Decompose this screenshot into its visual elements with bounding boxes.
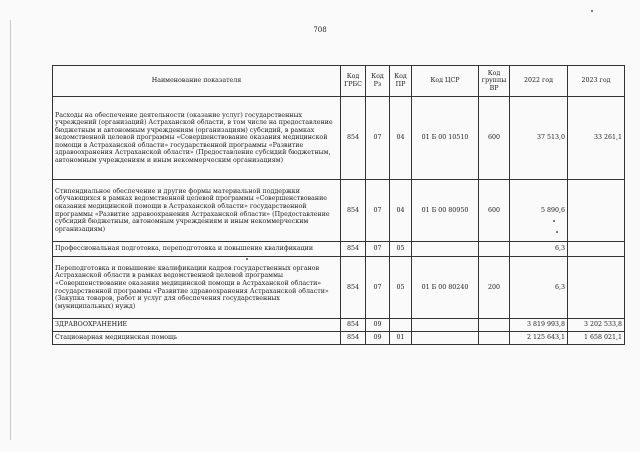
row-name: Переподготовка и повышение квалификации кадров государственных органов Астраханской области в рамках ведомственной целевой программы «Совершенствование оказания медицинской помощи в Астраханской области» государственной программы «Развитие здравоохранения Астраханской области» (Закупка товаров, работ и услуг для обеспечения государственных (муниципальных) нужд) bbox=[53, 257, 341, 319]
row-2023: 33 261,1 bbox=[568, 97, 625, 180]
row-name: ЗДРАВООХРАНЕНИЕ bbox=[53, 319, 341, 332]
header-name: Наименование показателя bbox=[53, 66, 341, 97]
row-vr: 600 bbox=[479, 97, 510, 180]
row-pr: 04 bbox=[390, 180, 412, 242]
row-grbs: 854 bbox=[341, 242, 366, 257]
table-row bbox=[53, 257, 625, 319]
table-header-row bbox=[53, 66, 625, 97]
header-rz: Код Рз bbox=[366, 66, 390, 97]
row-vr: 600 bbox=[479, 180, 510, 242]
header-2023: 2023 год bbox=[568, 66, 625, 97]
row-2022: 2 125 643,1 bbox=[510, 332, 568, 345]
header-vr: Код группы ВР bbox=[479, 66, 510, 97]
row-2022: 6,3 bbox=[510, 242, 568, 257]
budget-table bbox=[52, 65, 625, 345]
table-row bbox=[53, 319, 625, 332]
row-csr: 01 Б 00 80240 bbox=[412, 257, 479, 319]
table-row bbox=[53, 242, 625, 257]
row-pr bbox=[390, 319, 412, 332]
row-pr: 04 bbox=[390, 97, 412, 180]
header-grbs: Код ГРБС bbox=[341, 66, 366, 97]
row-2023 bbox=[568, 180, 625, 242]
row-pr: 05 bbox=[390, 242, 412, 257]
row-vr bbox=[479, 242, 510, 257]
scan-speck bbox=[591, 10, 593, 12]
row-2023: 1 658 021,1 bbox=[568, 332, 625, 345]
row-name: Стипендиальное обеспечение и другие формы материальной поддержки обучающихся в рамках ведомственной целевой программы «Совершенствование оказания медицинской помощи в Астраханской области» государственной программы «Развитие здравоохранения Астраханской области» (Предоставление субсидий бюджетным, автономным учреждениям и иным некоммерческим организациям) bbox=[53, 180, 341, 242]
row-rz: 07 bbox=[366, 242, 390, 257]
row-2023: 3 202 533,8 bbox=[568, 319, 625, 332]
row-2023 bbox=[568, 257, 625, 319]
header-csr: Код ЦСР bbox=[412, 66, 479, 97]
row-csr: 01 Б 00 10510 bbox=[412, 97, 479, 180]
row-rz: 09 bbox=[366, 332, 390, 345]
table-row bbox=[53, 97, 625, 180]
header-2022: 2022 год bbox=[510, 66, 568, 97]
row-2023 bbox=[568, 242, 625, 257]
row-pr: 05 bbox=[390, 257, 412, 319]
row-vr bbox=[479, 319, 510, 332]
row-2022: 3 819 993,8 bbox=[510, 319, 568, 332]
row-grbs: 854 bbox=[341, 97, 366, 180]
row-vr bbox=[479, 332, 510, 345]
row-rz: 07 bbox=[366, 97, 390, 180]
page-number: 708 bbox=[313, 26, 327, 34]
row-2022: 37 513,0 bbox=[510, 97, 568, 180]
row-vr: 200 bbox=[479, 257, 510, 319]
row-grbs: 854 bbox=[341, 332, 366, 345]
row-rz: 07 bbox=[366, 257, 390, 319]
row-csr bbox=[412, 319, 479, 332]
row-csr: 01 Б 00 80950 bbox=[412, 180, 479, 242]
row-rz: 09 bbox=[366, 319, 390, 332]
row-name: Профессиональная подготовка, переподготовка и повышение квалификации bbox=[53, 242, 341, 257]
row-name: Расходы на обеспечение деятельности (оказание услуг) государственных учреждений (организаций) Астраханской области, в том числе на предоставление бюджетным и автономным учреждениям (организациям) субсидий, в рамках ведомственной целевой программы «Совершенствование оказания медицинской помощи в Астраханской области» государственной программы «Развитие здравоохранения Астраханской области» (Предоставление субсидий бюджетным, автономным учреждениям и иным некоммерческим организациям) bbox=[53, 97, 341, 180]
row-grbs: 854 bbox=[341, 257, 366, 319]
scan-left-edge bbox=[10, 20, 11, 440]
table-row bbox=[53, 332, 625, 345]
row-csr bbox=[412, 332, 479, 345]
row-rz: 07 bbox=[366, 180, 390, 242]
row-name: Стационарная медицинская помощь bbox=[53, 332, 341, 345]
row-2022: 6,3 bbox=[510, 257, 568, 319]
row-2022: 5 890,6 bbox=[510, 180, 568, 242]
row-grbs: 854 bbox=[341, 319, 366, 332]
row-grbs: 854 bbox=[341, 180, 366, 242]
header-pr: Код ПР bbox=[390, 66, 412, 97]
table-row bbox=[53, 180, 625, 242]
row-csr bbox=[412, 242, 479, 257]
row-pr: 01 bbox=[390, 332, 412, 345]
